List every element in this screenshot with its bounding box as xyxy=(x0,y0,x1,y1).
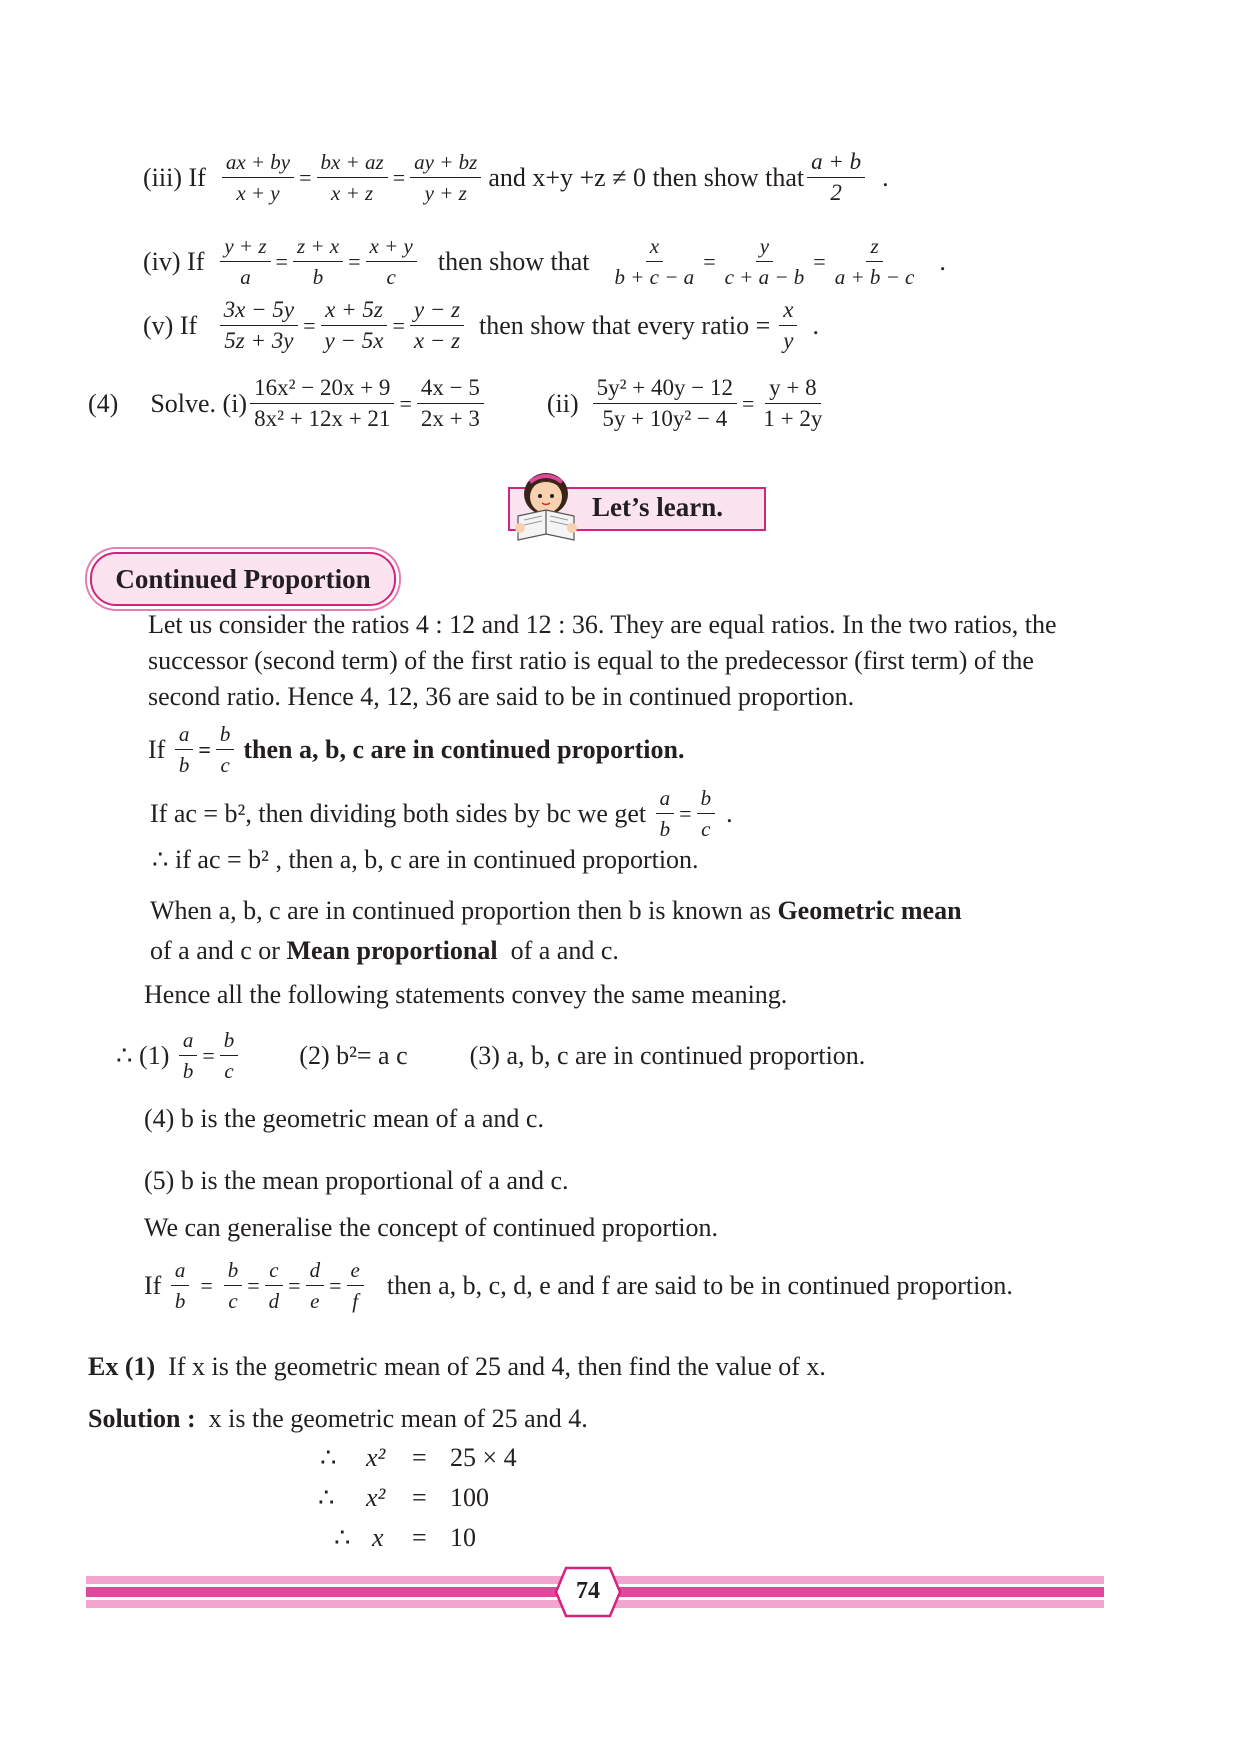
fraction: $\frac{y + z}{a}$ xyxy=(220,234,270,289)
fraction: $\frac{x}{b + c - a}$ xyxy=(614,234,695,289)
solution xyxy=(88,1404,588,1434)
intro-line-1: Let us consider the ratios 4 : 12 and 12 : 36. They are equal ratios. In the two ratios, the xyxy=(148,610,1057,639)
problem-v-label: (v) If xyxy=(143,310,198,340)
fraction: $\frac{a}{b}$ xyxy=(656,786,675,841)
fraction: $\frac{a}{b}$ xyxy=(179,1028,198,1083)
fraction: $\frac{bx + az}{x + z}$ xyxy=(317,150,388,205)
fraction: $\frac{y + 8}{1 + 2y}$ xyxy=(763,375,823,431)
fraction: $\frac{\text{5y² + 40y − 12}}{\text{5y + 10y² − 4}}$ xyxy=(593,376,737,431)
problem-v: (v) If $\frac{3x - 5y}{5z + 3y}$ = $\frac{x + 5z}{y - 5x}$ = $\frac{y - z}{x - z}$ then show that every ratio = $\frac{x}{y}$ . xyxy=(143,297,819,353)
geometric-mean-line: When a, b, c are in continued proportion then b is known as Geometric mean xyxy=(150,896,962,925)
page-number: 74 xyxy=(576,1578,600,1604)
definition-text: then a, b, c are in continued proportion. xyxy=(243,734,685,764)
fraction: $\frac{b}{c}$ xyxy=(224,1258,243,1313)
statement-3: (3) a, b, c are in continued proportion. xyxy=(469,1040,866,1070)
fraction: $\frac{x + 5z}{y - 5x}$ xyxy=(321,298,388,353)
solution-label: Solution : xyxy=(88,1404,196,1433)
problem-iii-condition: and x+y +z ≠ 0 then show that xyxy=(488,162,805,192)
problem-iii: (iii) If $\frac{ax + by}{x + y}$ = $\frac{bx + az}{x + z}$ = $\frac{ay + bz}{y + z}$ and x+y +z ≠ 0 then show that $\frac{a + b}{2}$ . xyxy=(143,149,889,205)
generalise-line: We can generalise the concept of continued proportion. xyxy=(144,1213,719,1242)
fraction: $\frac{ay + bz}{y + z}$ xyxy=(410,150,481,205)
problem-4-number: (4) xyxy=(88,388,119,418)
definition: If $\frac{a}{b}$ = $\frac{b}{c}$ then a, b, c are in continued proportion. xyxy=(148,722,685,777)
reading-girl-icon xyxy=(508,468,584,542)
intro-line-2: successor (second term) of the first ratio is equal to the predecessor (first term) of the xyxy=(148,646,1034,675)
general-statement-text: then a, b, c, d, e and f are said to be in continued proportion. xyxy=(386,1270,1013,1300)
therefore-line: ∴ if ac = b² , then a, b, c are in continued proportion. xyxy=(152,845,699,874)
fraction: $\frac{b}{c}$ xyxy=(220,1028,239,1083)
fraction: $\frac{a}{b}$ xyxy=(175,722,194,777)
problem-iv-label: (iv) If xyxy=(143,246,205,276)
intro-line-3: second ratio. Hence 4, 12, 36 are said to be in continued proportion. xyxy=(148,682,855,711)
mean-proportional-line: of a and c or Mean proportional of a and c. xyxy=(150,936,619,965)
fraction: $\frac{x + y}{c}$ xyxy=(366,234,417,289)
statement-row-1: ∴ (1) $\frac{a}{b}$ = $\frac{b}{c}$ (2) b²= a c (3) a, b, c are in continued proportion. xyxy=(116,1028,866,1083)
statement-4: (4) b is the geometric mean of a and c. xyxy=(144,1104,544,1133)
example-text: If x is the geometric mean of 25 and 4, then find the value of x. xyxy=(168,1352,826,1381)
fraction: $\frac{d}{e}$ xyxy=(306,1258,325,1313)
example-1 xyxy=(88,1352,826,1382)
example-label: Ex (1) xyxy=(88,1352,156,1381)
fraction: $\frac{e}{f}$ xyxy=(347,1258,364,1313)
fraction: $\frac{a + b}{2}$ xyxy=(807,150,865,205)
fraction: $\frac{z + x}{b}$ xyxy=(293,234,343,289)
ac-line-text: If ac = b², then dividing both sides by bc we get xyxy=(150,798,647,828)
problem-4: (4) Solve. (i) $\frac{\text{16x² − 20x + 9}}{\text{8x² + 12x + 21}}$ = $\frac{4x - 5}{2x + 3}$ (ii) $\frac{\text{5y² + 40y − 12}}{\text{5y + 10y² − 4}}$ = $\frac{y + 8}{1 + 2y}$ xyxy=(88,376,829,431)
statement-2: (2) b²= a c xyxy=(299,1040,408,1070)
solution-text: x is the geometric mean of 25 and 4. xyxy=(208,1404,588,1433)
fraction: $\frac{c}{d}$ xyxy=(265,1258,284,1313)
problem-iv: (iv) If $\frac{y + z}{a}$ = $\frac{z + x}{b}$ = $\frac{x + y}{c}$ then show that $\frac{x}{b + c - a}$ = $\frac{y}{c + a - b}$ = $\frac{z}{a + b - c}$ . xyxy=(143,234,946,289)
fraction: $\frac{a}{b}$ xyxy=(171,1258,190,1313)
fraction: $\frac{b}{c}$ xyxy=(697,786,716,841)
fraction: $\frac{4x - 5}{2x + 3}$ xyxy=(417,376,484,431)
fraction: $\frac{\text{16x² − 20x + 9}}{\text{8x² + 12x + 21}}$ xyxy=(250,376,394,431)
problem-4-label: Solve. (i) xyxy=(150,388,248,418)
hence-line: Hence all the following statements convey the same meaning. xyxy=(144,980,788,1009)
fraction: $\frac{y - z}{x - z}$ xyxy=(410,298,464,353)
problem-iii-label: (iii) If xyxy=(143,162,206,192)
fraction: $\frac{b}{c}$ xyxy=(216,722,235,777)
fraction: $\frac{3x - 5y}{5z + 3y}$ xyxy=(220,298,298,353)
fraction: $\frac{z}{a + b - c}$ xyxy=(834,234,915,289)
section-title-box xyxy=(90,552,396,606)
fraction: $\frac{ax + by}{x + y}$ xyxy=(222,150,294,205)
ac-line: If ac = b², then dividing both sides by bc we get $\frac{a}{b}$ = $\frac{b}{c}$ . xyxy=(150,786,733,841)
fraction: $\frac{y}{c + a - b}$ xyxy=(724,234,805,289)
statement-5: (5) b is the mean proportional of a and c. xyxy=(144,1166,569,1195)
general-statement: If $\frac{a}{b}$ = $\frac{b}{c}$ = $\frac{c}{d}$ = $\frac{d}{e}$ = $\frac{e}{f}$ then a, b, c, d, e and f are said to be in continued proportion. xyxy=(144,1258,1013,1313)
section-title: Continued Proportion xyxy=(115,563,371,594)
lets-learn-label: Let’s learn. xyxy=(592,492,723,522)
fraction: $\frac{x}{y}$ xyxy=(779,298,797,353)
